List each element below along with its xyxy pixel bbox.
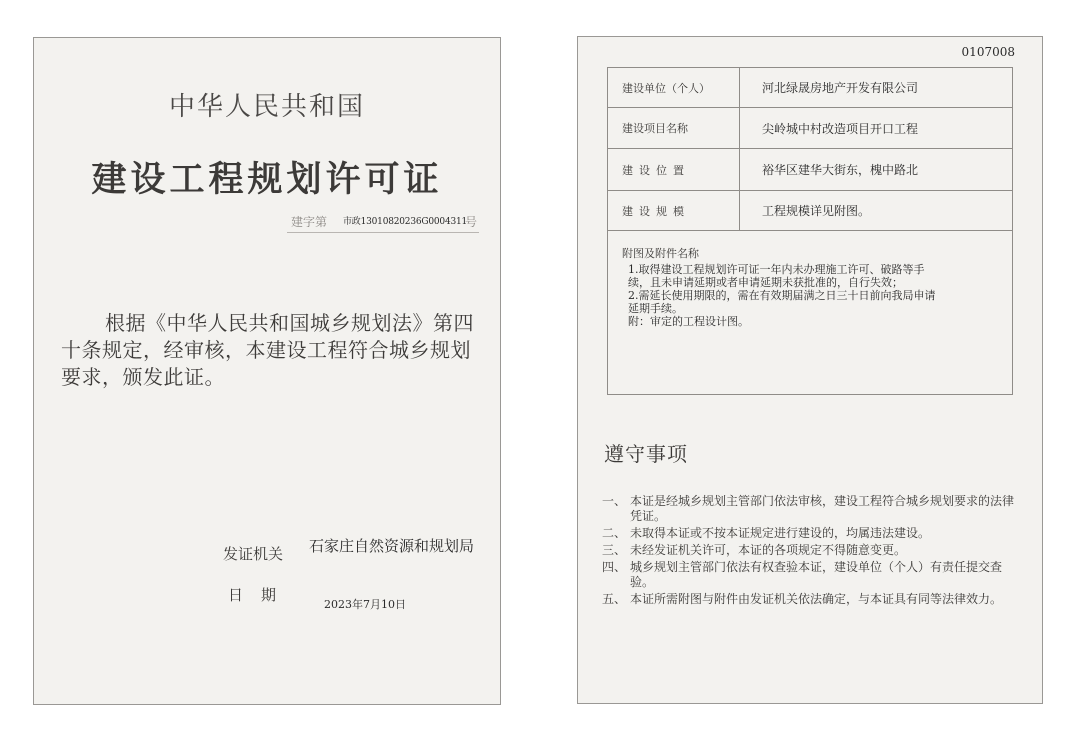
permit-number-line (287, 210, 479, 233)
permit-number-value: 市政13010820236G0004311 (343, 217, 468, 227)
project-label: 建设项目名称 (608, 108, 740, 148)
permit-right-page (577, 36, 1043, 704)
table-row-location (608, 149, 1012, 191)
rule-number: 一、 (602, 494, 627, 508)
issuer-value: 石家庄自然资源和规划局 (309, 537, 475, 555)
attachment-line: 延期手续。 (628, 302, 683, 315)
date-label: 日期 (228, 586, 295, 604)
rule-text: 本证是经城乡规划主管部门依法审核，建设工程符合城乡规划要求的法律凭证。 (630, 494, 1015, 523)
rule-item (602, 494, 1020, 524)
attachment-line: 续，且未申请延期或者申请延期未获批准的，自行失效； (628, 276, 903, 289)
attachment-line: 1.取得建设工程规划许可证一年内未办理施工许可、破路等手 (628, 263, 925, 276)
attachments-title: 附图及附件名称 (622, 247, 699, 260)
rule-number: 二、 (602, 526, 627, 540)
unit-value: 河北绿晟房地产开发有限公司 (762, 81, 919, 95)
project-info-table (607, 67, 1013, 395)
location-value: 裕华区建华大街东，槐中路北 (762, 163, 919, 177)
project-value: 尖岭城中村改造项目开口工程 (762, 121, 919, 136)
scale-label: 建设规模 (608, 191, 740, 230)
rules-heading: 遵守事项 (604, 442, 688, 466)
serial-number: 0107008 (961, 45, 1015, 59)
rule-item (602, 560, 1020, 590)
rule-text: 本证所需附图与附件由发证机关依法确定，与本证具有同等法律效力。 (630, 592, 1003, 606)
rule-item (602, 543, 1020, 558)
date-value: 2023年7月10日 (324, 598, 406, 611)
rule-number: 三、 (602, 543, 627, 557)
rules-list (602, 494, 1020, 609)
legal-basis-text: 根据《中华人民共和国城乡规划法》第四十条规定，经审核，本建设工程符合城乡规划要求，颁发此证。 (61, 311, 474, 389)
permit-left-page (33, 37, 501, 705)
table-row-unit (608, 68, 1012, 108)
scale-value: 工程规模详见附图。 (762, 204, 871, 218)
rule-text: 未经发证机关许可，本证的各项规定不得随意变更。 (630, 543, 907, 557)
issuer-label: 发证机关 (223, 545, 284, 563)
rule-number: 四、 (602, 560, 627, 574)
rule-text: 未取得本证或不按本证规定进行建设的，均属违法建设。 (630, 526, 931, 540)
rule-number: 五、 (602, 592, 627, 606)
rule-item (602, 592, 1020, 607)
table-row-scale (608, 191, 1012, 231)
location-label: 建设位置 (608, 149, 740, 190)
rule-item (602, 526, 1020, 541)
attachment-line: 2.需延长使用期限的，需在有效期届满之日三十日前向我局申请 (628, 289, 936, 302)
unit-label: 建设单位（个人） (608, 68, 740, 107)
attachment-line: 附：审定的工程设计图。 (628, 315, 749, 328)
permit-title: 建设工程规划许可证 (91, 160, 443, 200)
country-title: 中华人民共和国 (168, 92, 365, 122)
rule-text: 城乡规划主管部门依法有权查验本证，建设单位（个人）有责任提交查验。 (630, 560, 1003, 589)
attachments-section (622, 245, 1004, 328)
table-row-project (608, 108, 1012, 149)
permit-number-prefix: 建字第 (291, 215, 328, 229)
permit-number-suffix: 号 (464, 215, 477, 229)
